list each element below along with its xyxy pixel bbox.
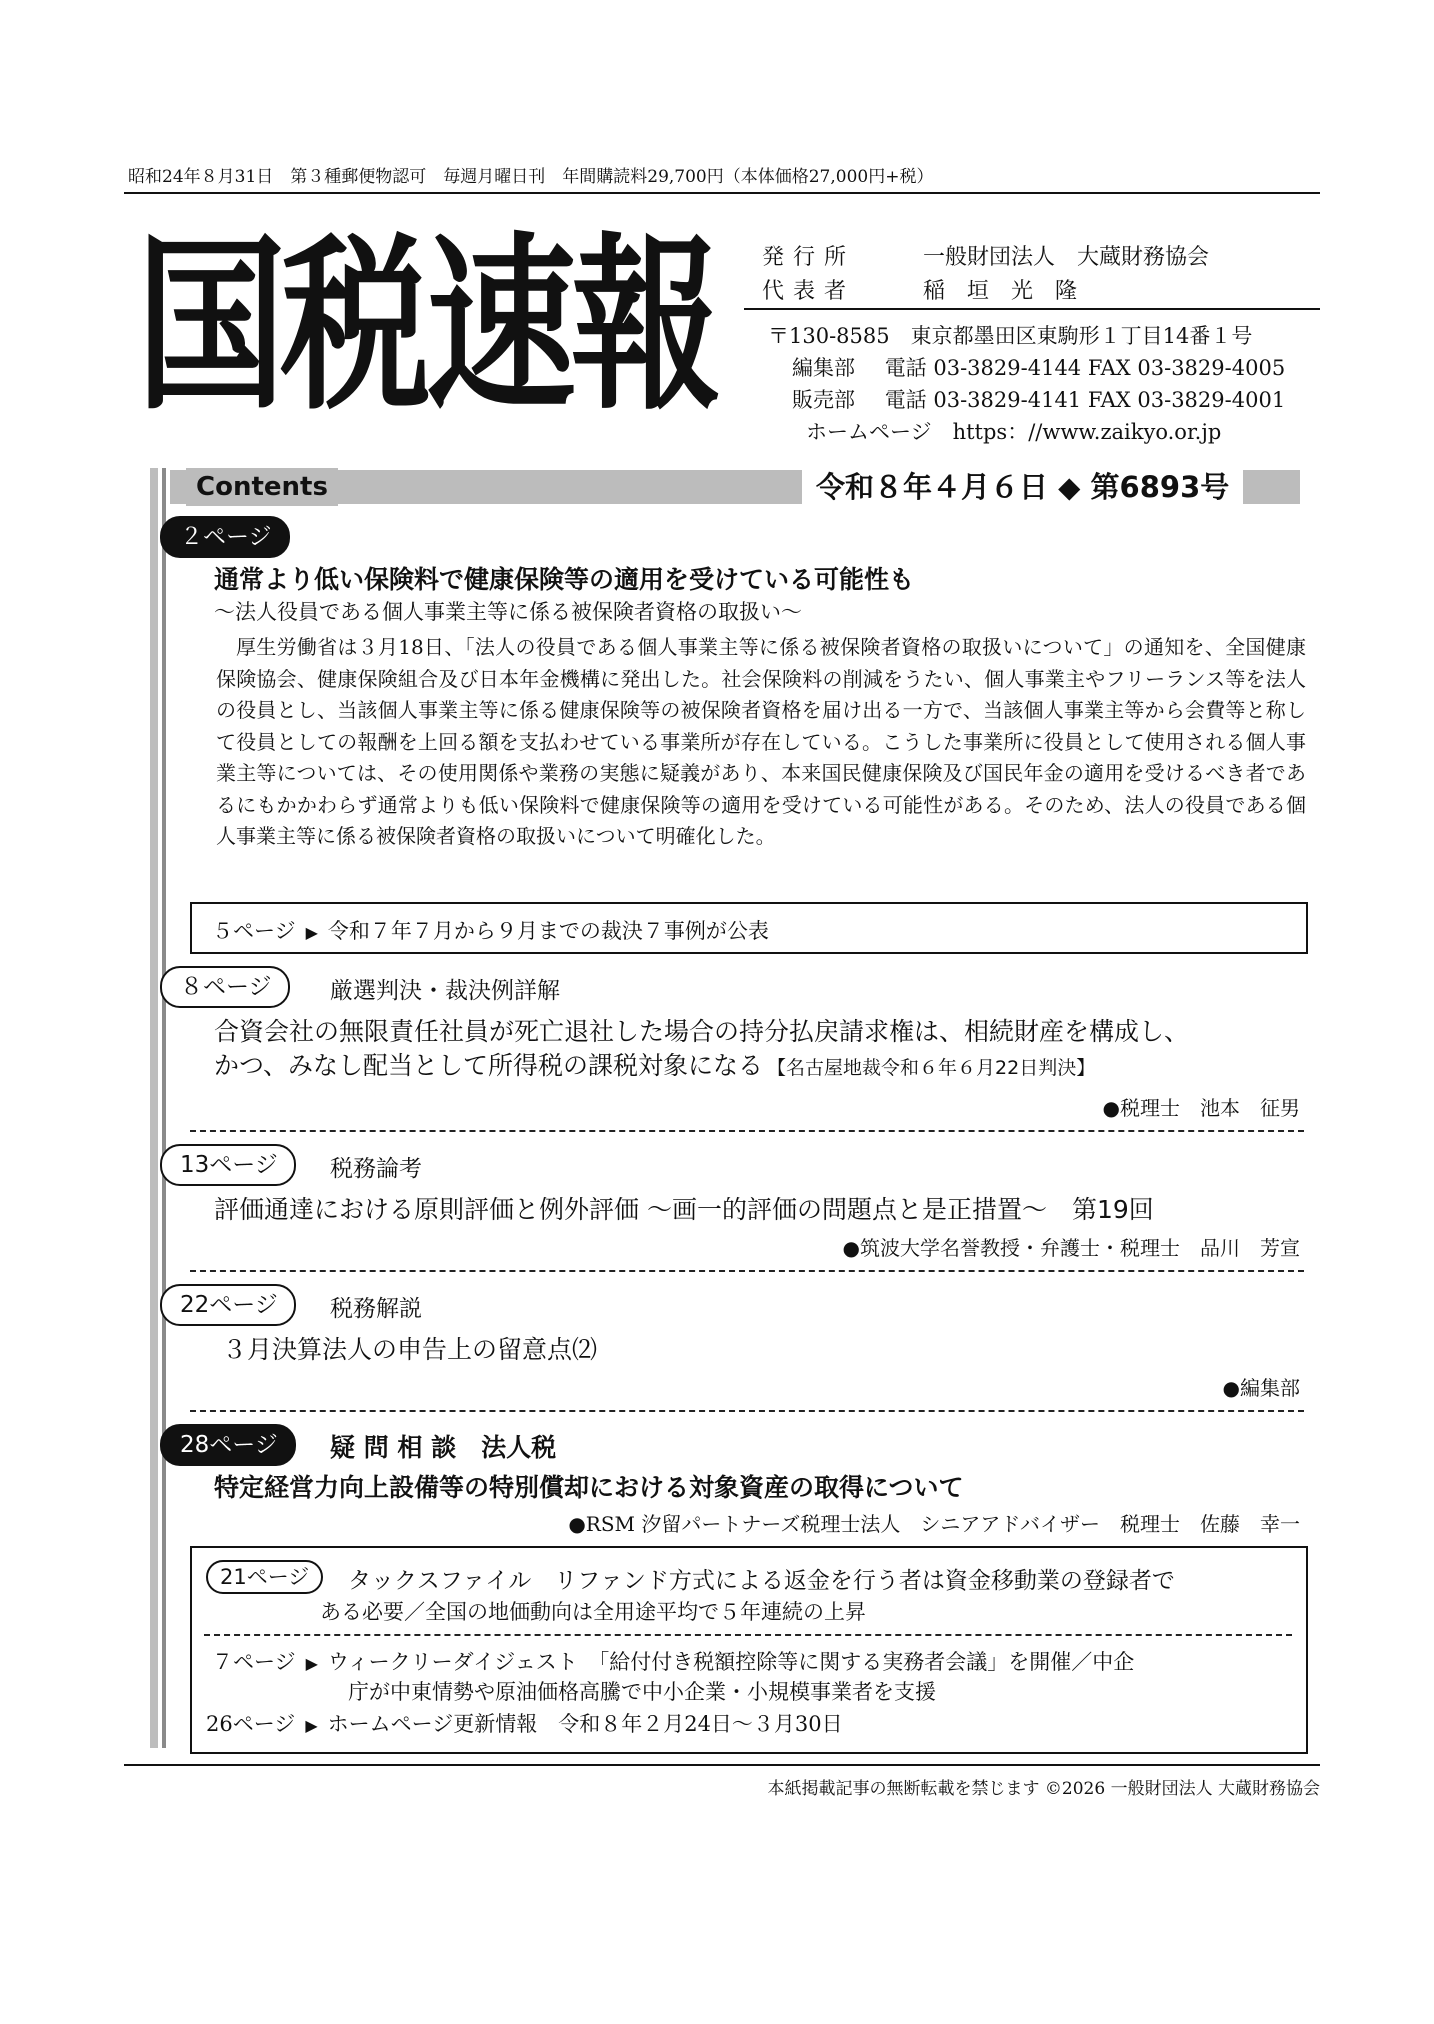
publisher-rule	[744, 308, 1320, 310]
representative-label: 代表者	[762, 279, 856, 304]
reference-line[interactable]	[212, 915, 769, 945]
article-1-title[interactable]: 通常より低い保険料で健康保険等の適用を受けている可能性も	[214, 565, 915, 594]
article-5-byline: ●RSM 汐留パートナーズ税理士法人 シニアアドバイザー 税理士 佐藤 幸一	[568, 1512, 1300, 1536]
sales-phone-fax: 電話 03-3829-4141 FAX 03-3829-4001	[884, 388, 1286, 412]
page-pill-21[interactable]: 21ページ	[206, 1560, 323, 1594]
page-pill-28[interactable]: 28ページ	[160, 1424, 296, 1466]
masthead-logo	[136, 218, 718, 436]
tax-file-line1[interactable]: タックスファイル リファンド方式による返金を行う者は資金移動業の登録者で	[348, 1568, 1175, 1594]
left-border-bar	[150, 468, 158, 1748]
article-3-title[interactable]: 評価通達における原則評価と例外評価 ～画一的評価の問題点と是正措置～ 第19回	[214, 1195, 1154, 1224]
bottom-rule	[124, 1764, 1320, 1766]
page-pill-13[interactable]: 13ページ	[160, 1144, 296, 1186]
article-4-title[interactable]: ３月決算法人の申告上の留意点⑵	[222, 1335, 598, 1364]
article-2-category: 厳選判決・裁決例詳解	[330, 978, 560, 1004]
publisher-row	[762, 240, 1209, 271]
article-1-body: 厚生労働省は３月18日、「法人の役員である個人事業主等に係る被保険者資格の取扱いについて」の通知を、全国健康保険協会、健康保険組合及び日本年金機構に発出した。社会保険料の削減をうたい、個人事業主やフリーランス等を法人の役員とし、当該個人事業主等に係る健康保険等の被保険者資格を届け出る一方で、当該個人事業主等から会費等と称して役員としての報酬を上回る額を支払わせている事業所が存在している。こうした事業所に役員として使用される個人事業主等については、その使用関係や業務の実態に疑義があり、本来国民健康保険及び国民年金の適用を受けるべき者であるにもかかわらず通常よりも低い保険料で健康保険等の適用を受けている可能性がある。そのため、法人の役員である個人事業主等に係る被保険者資格の取扱いについて明確化した。	[216, 635, 1306, 848]
triangle-icon: ▶	[305, 923, 318, 942]
tax-file-line2: ある必要／全国の地価動向は全用途平均で５年連続の上昇	[320, 1600, 866, 1624]
publisher-name: 一般財団法人 大蔵財務協会	[923, 245, 1210, 270]
sales-dept-label: 販売部	[792, 388, 855, 412]
issue-date: 令和８年４月６日	[816, 470, 1049, 504]
hp-page: 26ページ	[206, 1712, 296, 1736]
sales-contact	[792, 384, 1285, 414]
article-2-title-line2[interactable]	[214, 1046, 1095, 1082]
logo-char-1: 国	[136, 218, 283, 436]
article-2-title-line1[interactable]: 合資会社の無限責任社員が死亡退社した場合の持分払戻請求権は、相続財産を構成し、	[214, 1017, 1190, 1046]
hp-text: ホームページ更新情報 令和８年２月24日～３月30日	[327, 1712, 843, 1736]
page-pill-22[interactable]: 22ページ	[160, 1284, 296, 1326]
dashed-separator	[190, 1130, 1304, 1132]
article-5-title[interactable]: 特定経営力向上設備等の特別償却における対象資産の取得について	[214, 1473, 964, 1502]
reference-text: 令和７年７月から９月までの裁決７事例が公表	[327, 919, 769, 943]
weekly-digest-line2: 庁が中東情勢や原油価格高騰で中小企業・小規模事業者を支援	[348, 1680, 936, 1704]
editorial-phone-fax: 電話 03-3829-4144 FAX 03-3829-4005	[884, 356, 1286, 380]
article-2-court: 【名古屋地裁令和６年６月22日判決】	[767, 1057, 1096, 1079]
issue-number: 第6893号	[1090, 470, 1230, 504]
editorial-contact	[792, 352, 1285, 382]
diamond-icon: ◆	[1058, 470, 1081, 504]
dashed-separator	[190, 1410, 1304, 1412]
page-pill-2[interactable]: ２ページ	[160, 516, 290, 558]
reference-box	[190, 902, 1308, 954]
publisher-label: 発行所	[762, 245, 856, 270]
digest-box	[190, 1546, 1308, 1754]
triangle-icon: ▶	[305, 1654, 318, 1673]
representative-row	[762, 274, 1077, 305]
triangle-icon: ▶	[305, 1716, 318, 1735]
contents-label: Contents	[186, 468, 338, 506]
article-3-category: 税務論考	[330, 1156, 422, 1182]
postal-info-line: 昭和24年８月31日 第３種郵便物認可 毎週月曜日刊 年間購読料29,700円（本体価格27,000円+税）	[128, 167, 934, 187]
article-1-subtitle: ～法人役員である個人事業主等に係る被保険者資格の取扱い～	[214, 600, 802, 624]
article-3-byline: ●筑波大学名誉教授・弁護士・税理士 品川 芳宣	[842, 1236, 1300, 1260]
left-border-bar-inner	[162, 468, 166, 1748]
copyright-notice: 本紙掲載記事の無断転載を禁じます ©2026 一般財団法人 大蔵財務協会	[767, 1779, 1320, 1799]
postal-address: 〒130-8585 東京都墨田区東駒形１丁目14番１号	[768, 324, 1253, 348]
page-pill-8[interactable]: ８ページ	[160, 966, 290, 1008]
reference-page: ５ページ	[212, 919, 296, 943]
article-5-category: 疑 問 相 談 法人税	[330, 1433, 557, 1462]
logo-char-4: 報	[571, 218, 718, 436]
top-rule	[124, 192, 1320, 194]
article-4-byline: ●編集部	[1222, 1376, 1300, 1400]
article-2-title-text: かつ、みなし配当として所得税の課税対象になる	[214, 1051, 764, 1080]
homepage-url[interactable]: ホームページ https：//www.zaikyo.or.jp	[806, 420, 1222, 444]
logo-char-3: 速	[426, 218, 573, 436]
homepage-update-line[interactable]	[206, 1708, 843, 1738]
weekly-page: ７ページ	[212, 1650, 296, 1674]
dashed-separator	[204, 1634, 1292, 1636]
article-2-byline: ●税理士 池本 征男	[1102, 1096, 1300, 1120]
article-4-category: 税務解説	[330, 1296, 422, 1322]
weekly-digest-line1[interactable]	[212, 1646, 1134, 1676]
logo-char-2: 税	[281, 218, 428, 436]
dashed-separator	[190, 1270, 1304, 1272]
representative-name: 稲 垣 光 隆	[923, 279, 1078, 304]
editorial-dept-label: 編集部	[792, 356, 855, 380]
weekly-text: ウィークリーダイジェスト 「給付付き税額控除等に関する実務者会議」を開催／中企	[327, 1650, 1135, 1674]
issue-info	[802, 466, 1243, 508]
